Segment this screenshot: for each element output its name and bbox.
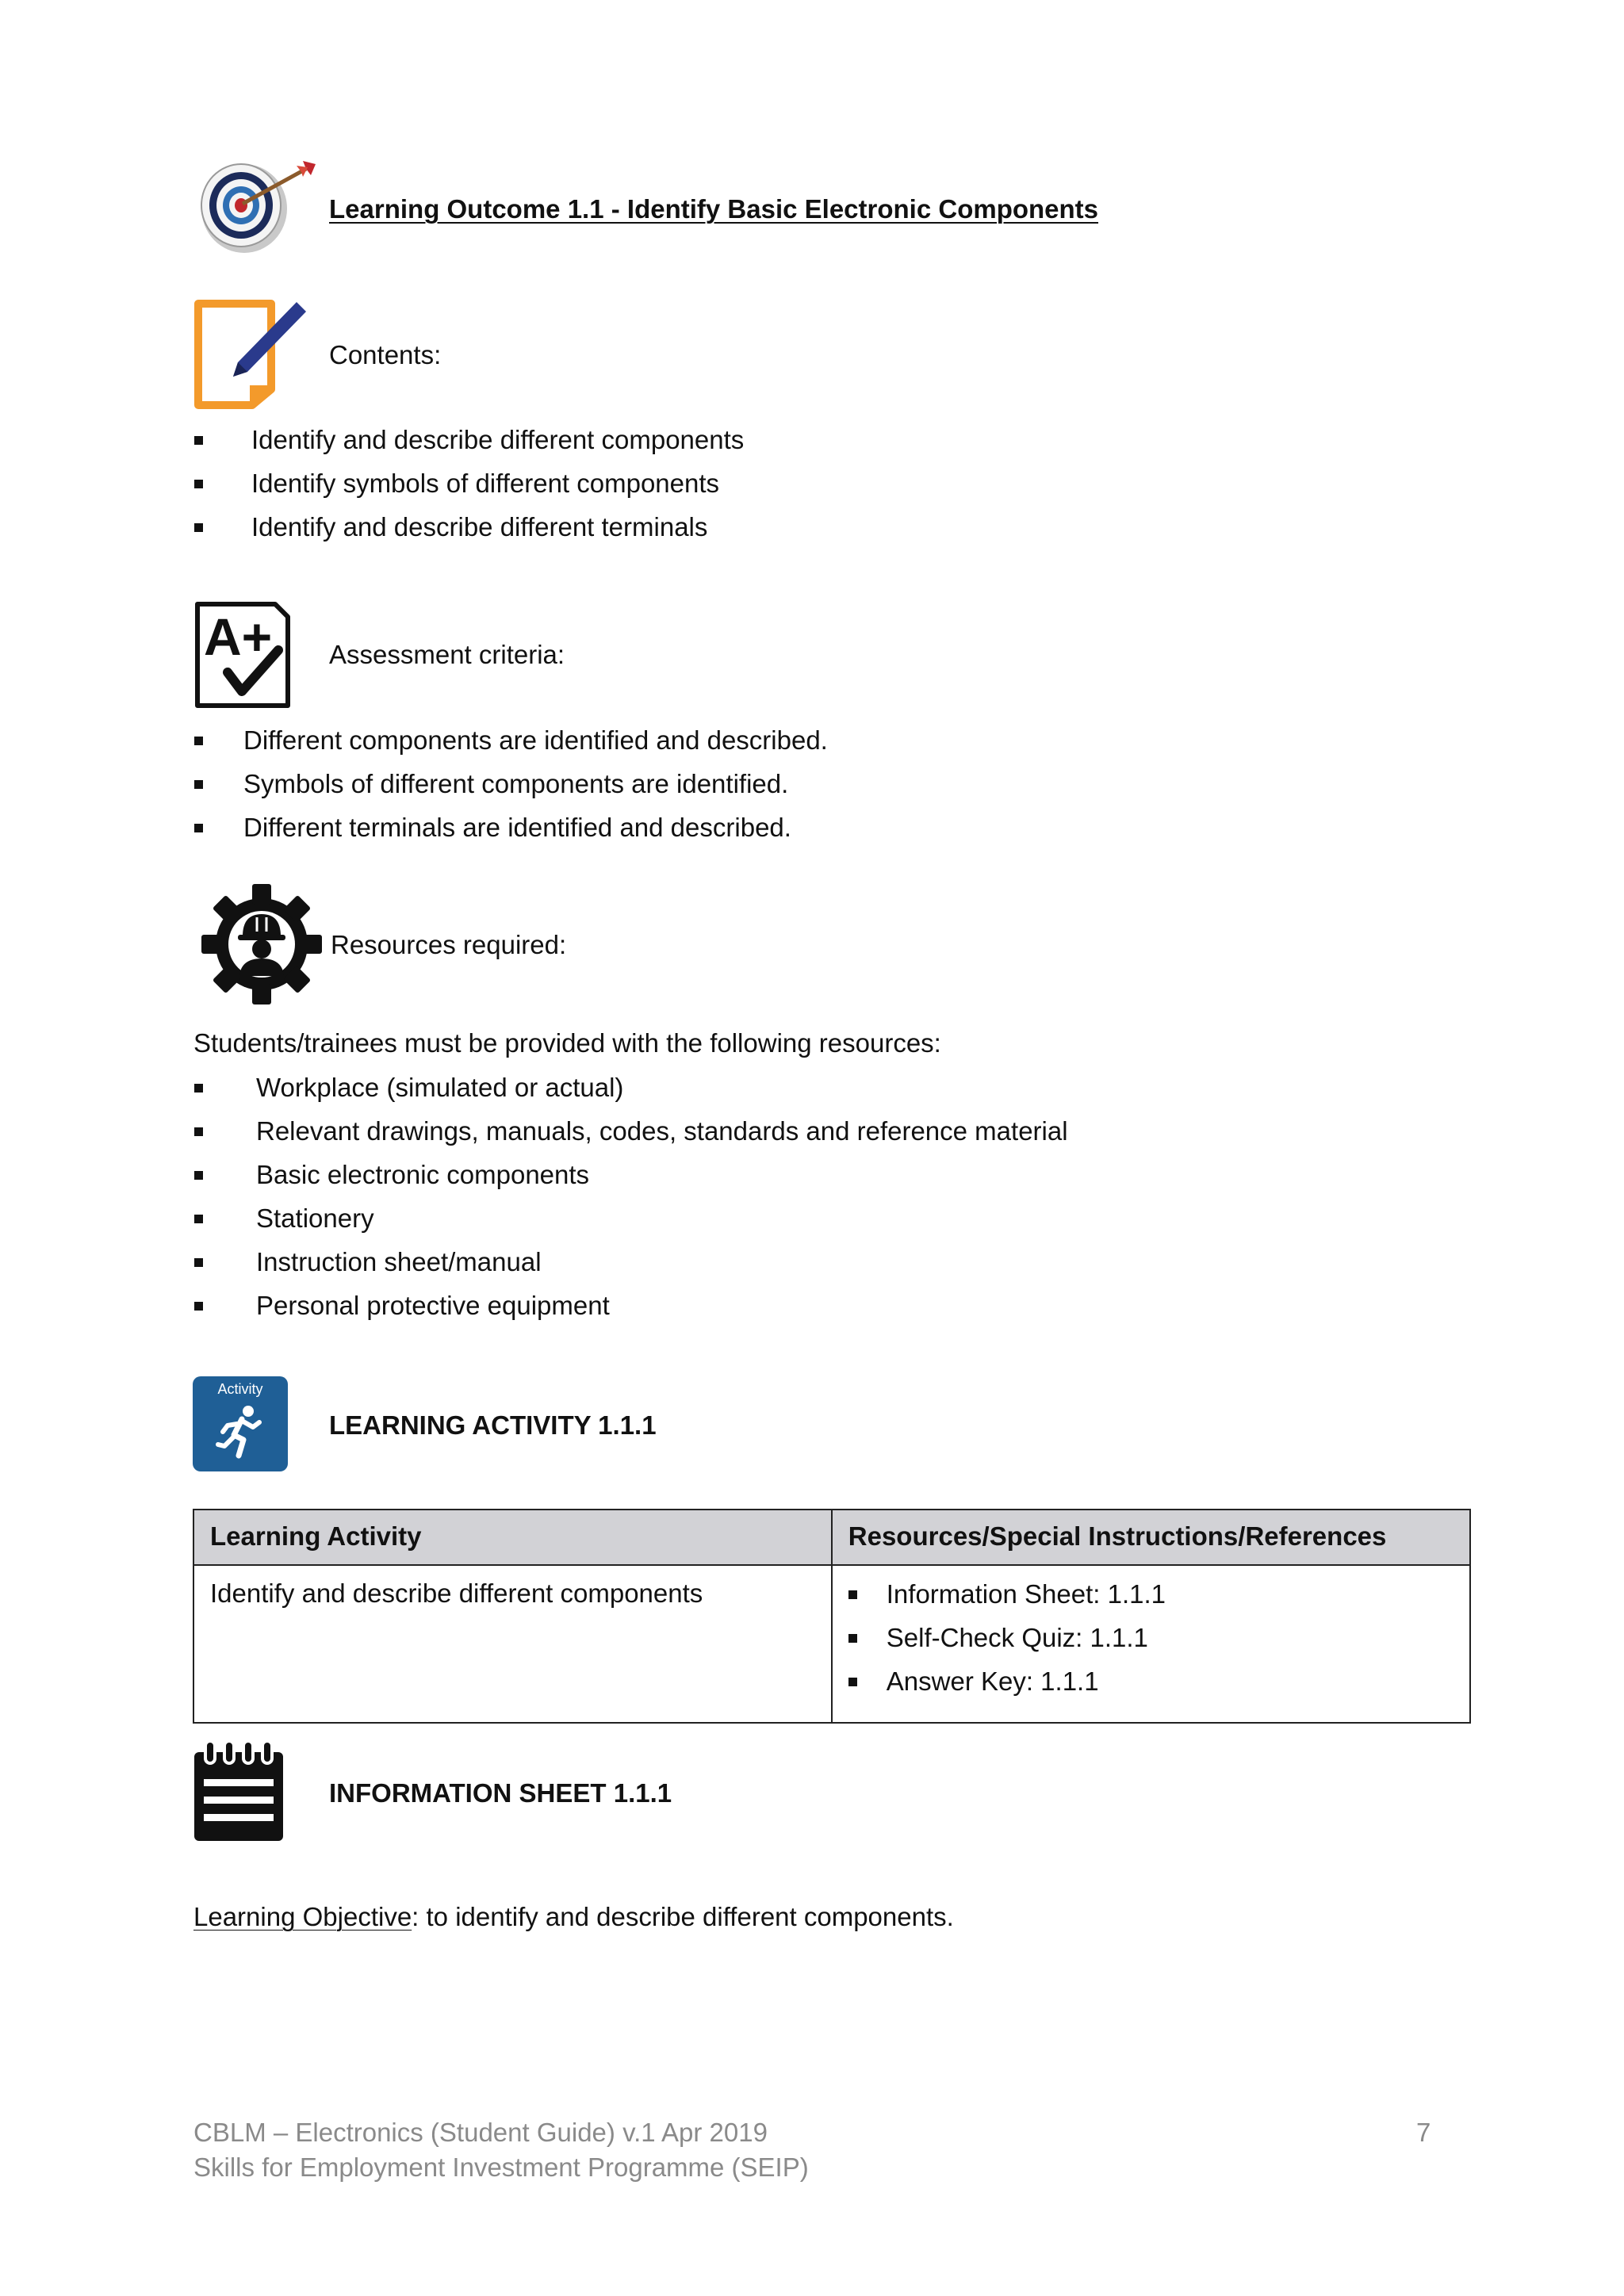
learning-activity-table	[193, 1509, 1471, 1724]
table-header-row	[193, 1510, 1470, 1565]
table-cell-activity: Identify and describe different components	[193, 1565, 832, 1723]
learning-activity-heading: LEARNING ACTIVITY 1.1.1	[329, 1410, 657, 1440]
table-cell-resources	[832, 1565, 1470, 1723]
learning-objective-label: Learning Objective	[193, 1902, 412, 1931]
footer-line-1: CBLM – Electronics (Student Guide) v.1 Apr 2019	[193, 2118, 768, 2147]
notepad-icon	[193, 1739, 285, 1843]
footer	[193, 2115, 809, 2185]
table-row	[193, 1565, 1470, 1723]
resources-heading: Resources required:	[331, 930, 567, 959]
svg-text:A+: A+	[204, 607, 273, 666]
learning-objective	[193, 1901, 954, 1933]
table-header-learning-activity: Learning Activity	[193, 1510, 832, 1565]
footer-line-2: Skills for Employment Investment Programme (SEIP)	[193, 2152, 809, 2182]
document-page: Learning Outcome 1.1 - Identify Basic Electronic Components Contents: Identify and describe different components Identify symbols of different components Identify and describe different terminals A+ Assessment criteria: Different components are identified and described. Symbols of different components are identified. Different terminals are identified and described. Resources required: Students/trainees must be provided with the following resources: Workplace (simulated or actual) Relevant drawings, manuals, codes, standards and reference material Basic electronic components Stationery Instruction sheet/manual Personal protective equipment Activity LEARNING ACTIVITY 1.1.1 Learning Activity Resources/Special Instructions/References Identify and describe different components Information Sheet: 1.1.1 Self-Check Quiz: 1.1.1 Answer Key: 1.1.1 INFORMATION SHEET 1.1.1 Learning Objective: to identify and describe different components. CBLM – Electronics (Student Guide) v.1 Apr 2019 Skills for Employment Investment Programme (SEIP) 7	[0, 0, 1624, 2296]
learning-objective-text: : to identify and describe different components.	[412, 1902, 954, 1931]
contents-heading: Contents:	[329, 340, 442, 369]
information-sheet-heading: INFORMATION SHEET 1.1.1	[329, 1778, 672, 1808]
page-number: 7	[1416, 2118, 1431, 2147]
resources-intro: Students/trainees must be provided with the following resources:	[193, 1028, 941, 1058]
svg-text:Activity: Activity	[217, 1381, 263, 1397]
pencil-note-icon	[192, 296, 308, 410]
table-header-resources: Resources/Special Instructions/References	[832, 1510, 1470, 1565]
list-item: Answer Key: 1.1.1	[848, 1666, 1454, 1709]
learning-outcome-title: Learning Outcome 1.1 - Identify Basic Electronic Components	[329, 194, 1099, 224]
gear-worker-icon	[200, 882, 324, 1006]
list-item: Information Sheet: 1.1.1	[848, 1578, 1454, 1622]
target-icon	[195, 155, 320, 254]
activity-runner-icon	[193, 1376, 288, 1471]
grade-check-icon	[193, 599, 293, 710]
assessment-heading: Assessment criteria:	[329, 640, 565, 669]
list-item: Self-Check Quiz: 1.1.1	[848, 1622, 1454, 1666]
